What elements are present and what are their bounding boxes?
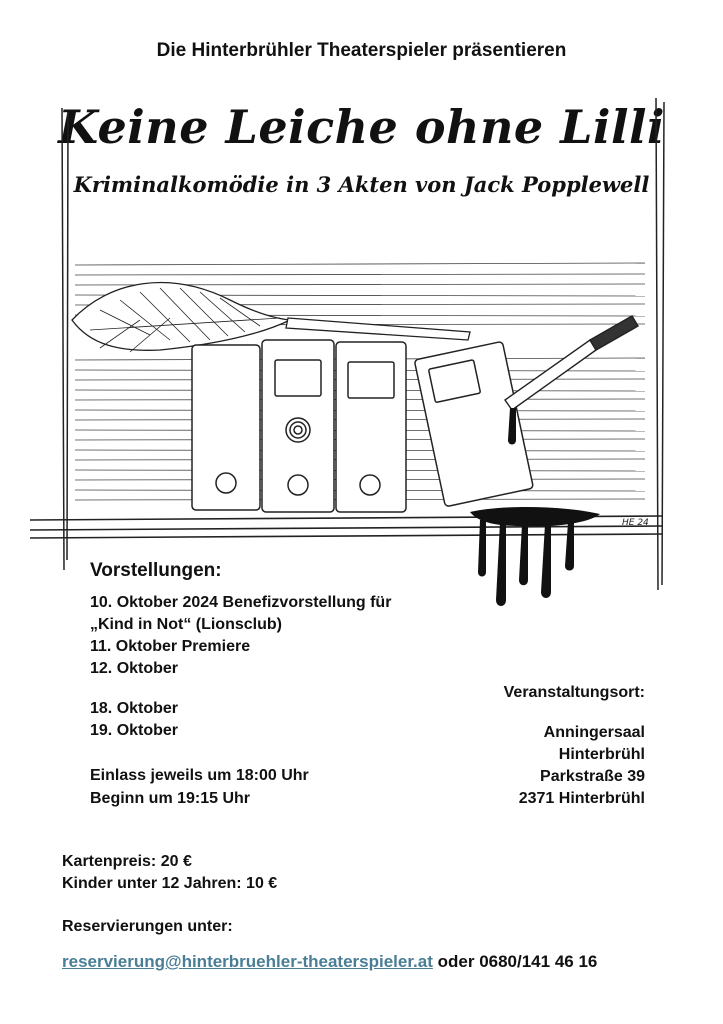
reservation-phone: 0680/141 46 16 xyxy=(479,952,598,971)
performance-line: „Kind in Not“ (Lionsclub) xyxy=(90,616,282,633)
separator-text: oder xyxy=(437,952,475,971)
venue-line: 2371 Hinterbrühl xyxy=(518,790,645,807)
start-time: Beginn um 19:15 Uhr xyxy=(90,790,251,807)
artist-signature: HE 24 xyxy=(622,518,649,528)
adult-price: Kartenpreis: 20 € xyxy=(62,853,192,870)
knife xyxy=(505,316,638,410)
performance-line: 19. Oktober xyxy=(90,722,179,739)
binders xyxy=(192,340,406,512)
venue-line: Anningersaal xyxy=(543,724,645,741)
reservation-contact xyxy=(62,952,597,972)
venue-heading: Veranstaltungsort: xyxy=(503,684,645,701)
presenter-line: Die Hinterbrühler Theaterspieler präsentieren xyxy=(156,40,567,61)
page-title: Keine Leiche ohne Lilli xyxy=(58,100,665,154)
performance-line: 11. Oktober Premiere xyxy=(90,638,251,655)
performance-line: 10. Oktober 2024 Benefizvorstellung für xyxy=(90,594,392,611)
page-subtitle: Kriminalkomödie in 3 Akten von Jack Popplewell xyxy=(73,172,650,197)
shelf-illustration xyxy=(0,95,723,635)
performances-heading: Vorstellungen: xyxy=(90,560,222,581)
entry-time: Einlass jeweils um 18:00 Uhr xyxy=(90,767,309,784)
child-price: Kinder unter 12 Jahren: 10 € xyxy=(62,875,278,892)
performance-line: 18. Oktober xyxy=(90,700,179,717)
venue-line: Hinterbrühl xyxy=(558,746,645,763)
reservation-email-link[interactable]: reservierung@hinterbruehler-theaterspieler.at xyxy=(62,952,433,971)
reservation-heading: Reservierungen unter: xyxy=(62,918,233,935)
performance-line: 12. Oktober xyxy=(90,660,179,677)
venue-line: Parkstraße 39 xyxy=(540,768,645,785)
